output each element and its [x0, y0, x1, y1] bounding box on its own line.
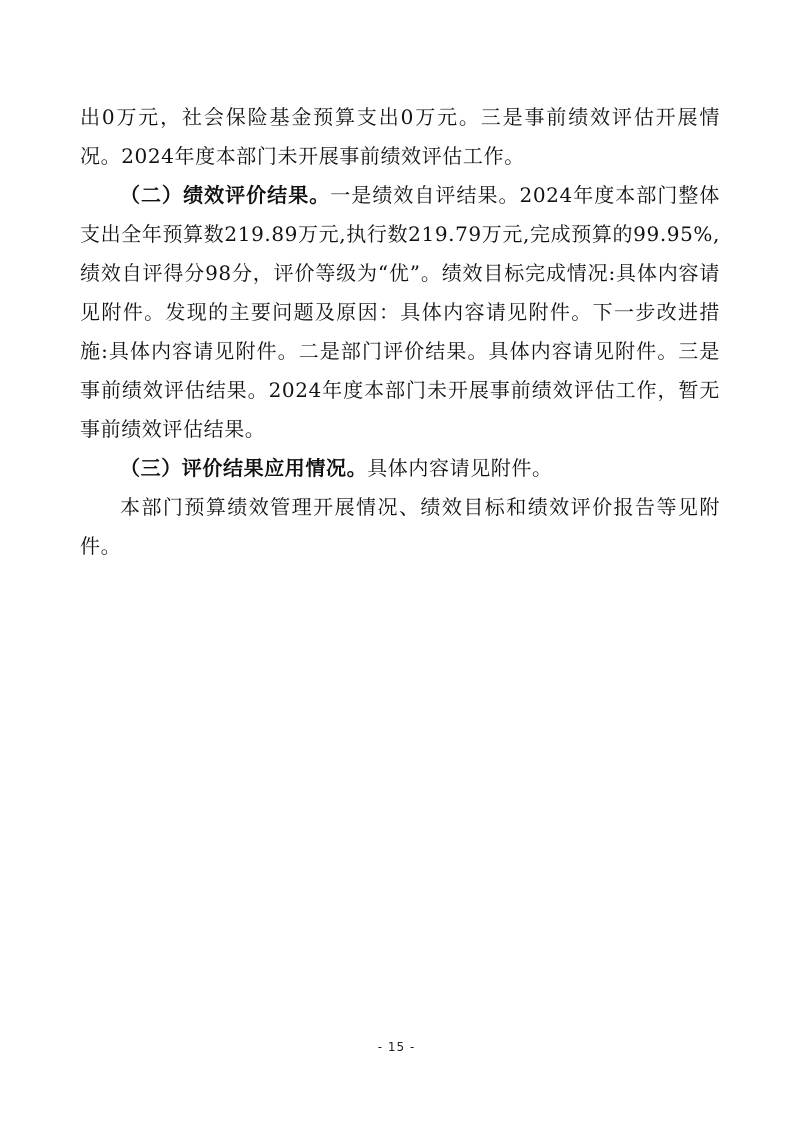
paragraph-continuation — [80, 98, 720, 176]
paragraph-text: 具体内容请见附件。 — [367, 456, 553, 480]
paragraph-evaluation-results — [80, 176, 720, 449]
paragraph-attachment-note — [80, 488, 720, 566]
paragraph-text: 本部门预算绩效管理开展情况、绩效目标和绩效评价报告等见附件。 — [80, 495, 720, 558]
page-number: - 15 - — [377, 1040, 416, 1054]
section-heading-evaluation-results: （二）绩效评价结果。 — [120, 183, 331, 207]
paragraph-text: 出0万元，社会保险基金预算支出0万元。三是事前绩效评估开展情况。2024年度本部门未开展事前绩效评估工作。 — [80, 105, 720, 168]
paragraph-results-application — [80, 449, 720, 488]
document-body — [80, 98, 720, 566]
section-heading-results-application: （三）评价结果应用情况。 — [120, 456, 368, 480]
paragraph-text: 一是绩效自评结果。2024年度本部门整体支出全年预算数219.89万元,执行数219.79万元,完成预算的99.95%,绩效自评得分98分，评价等级为“优”。绩效目标完成情况:具体内容请见附件。发现的主要问题及原因：具体内容请见附件。下一步改进措施:具体内容请见附件。二是部门评价结果。具体内容请见附件。三是事前绩效评估结果。2024年度本部门未开展事前绩效评估工作，暂无事前绩效评估结果。 — [80, 183, 721, 441]
